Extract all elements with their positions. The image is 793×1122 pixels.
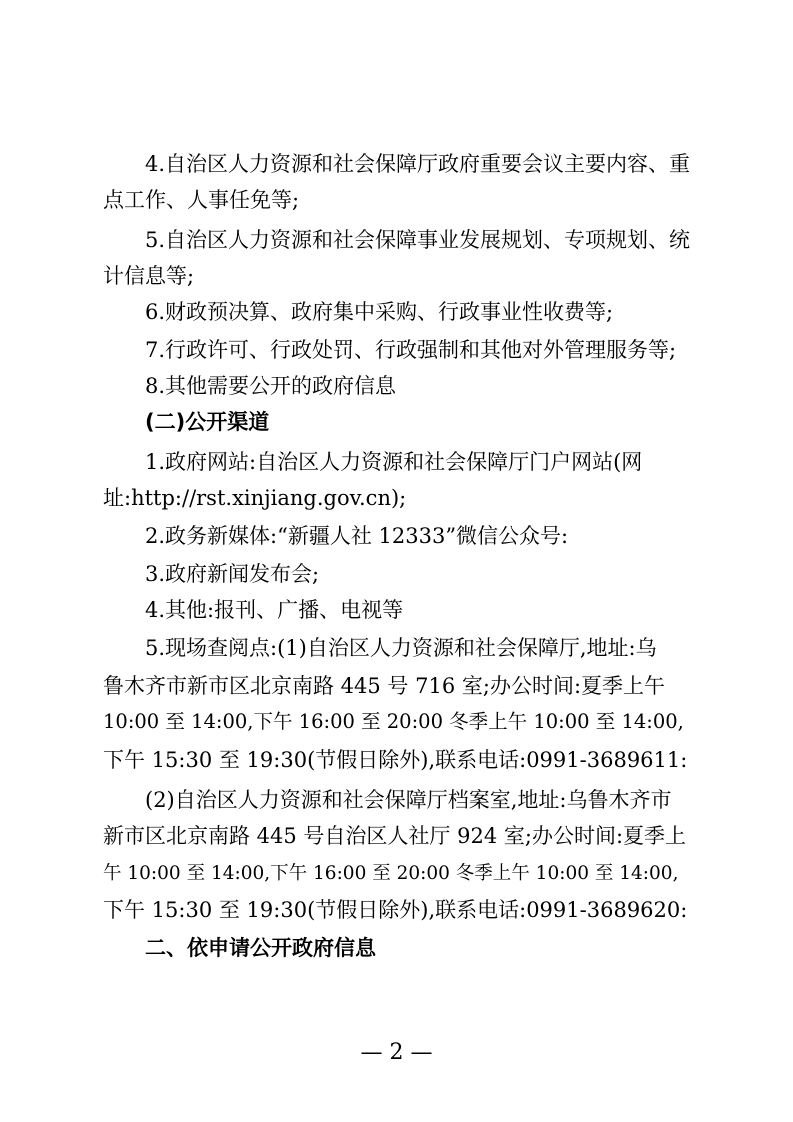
item-7: 7.行政许可、行政处罚、行政强制和其他对外管理服务等; (145, 338, 677, 362)
channel-5b-line-1: (2)自治区人力资源和社会保障厅档案室,地址:乌鲁木齐市 (145, 788, 672, 812)
item-8: 8.其他需要公开的政府信息 (145, 374, 397, 398)
section-heading-channels: (二)公开渠道 (145, 410, 270, 434)
channel-5-line-1: 5.现场查阅点:(1)自治区人力资源和社会保障厅,地址:乌 (145, 636, 657, 660)
channel-5b-line-4: 下午 15:30 至 19:30(节假日除外),联系电话:0991-3689620: (103, 898, 688, 922)
item-6: 6.财政预决算、政府集中采购、行政事业性收费等; (145, 300, 614, 324)
channel-2: 2.政务新媒体:“新疆人社 12333”微信公众号: (145, 524, 569, 548)
channel-1-line-2: 址:http://rst.xinjiang.gov.cn); (103, 486, 407, 510)
item-4-line-2: 点工作、人事任免等; (103, 188, 300, 212)
section-heading-on-request: 二、依申请公开政府信息 (145, 936, 376, 960)
channel-3: 3.政府新闻发布会; (145, 562, 320, 586)
item-5-line-1: 5.自治区人力资源和社会保障事业发展规划、专项规划、统 (145, 228, 691, 252)
channel-5b-line-2: 新市区北京南路 445 号自治区人社厅 924 室;办公时间:夏季上 (103, 824, 687, 848)
channel-5-line-4: 下午 15:30 至 19:30(节假日除外),联系电话:0991-3689611: (103, 748, 688, 772)
item-4-line-1: 4.自治区人力资源和社会保障厅政府重要会议主要内容、重 (145, 152, 691, 176)
channel-1-line-1: 1.政府网站:自治区人力资源和社会保障厅门户网站(网 (145, 450, 643, 474)
channel-5b-line-3: 午 10:00 至 14:00,下午 16:00 至 20:00 冬季上午 10:00 至 14:00, (103, 863, 679, 884)
channel-5-line-2: 鲁木齐市新市区北京南路 445 号 716 室;办公时间:夏季上午 (103, 674, 666, 698)
channel-4: 4.其他:报刊、广播、电视等 (145, 598, 404, 622)
item-5-line-2: 计信息等; (103, 264, 195, 288)
page-number: — 2 — (360, 1040, 433, 1065)
channel-5-line-3: 10:00 至 14:00,下午 16:00 至 20:00 冬季上午 10:00 至 14:00, (103, 710, 684, 733)
